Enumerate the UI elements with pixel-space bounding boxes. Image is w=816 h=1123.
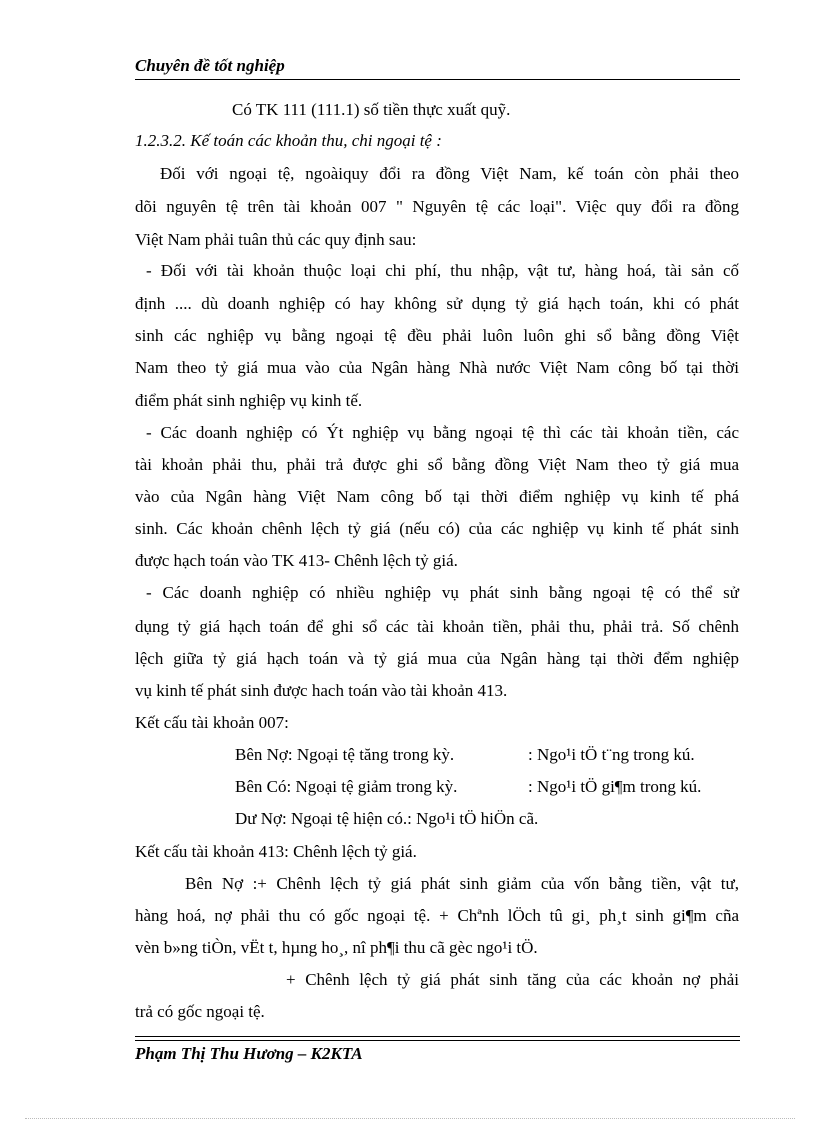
text-line: Kết cấu tài khoản 413: Chênh lệch tỷ giá. <box>135 842 417 861</box>
text-line: Dư Nợ: Ngoại tệ hiện có.: Ngo¹i tÖ hiÖn cã. <box>235 809 539 828</box>
footer-divider-bottom <box>135 1040 740 1041</box>
text-line: định .... dù doanh nghiệp có hay không sử dụng tỷ giá hạch toán, khi có phát <box>135 294 739 313</box>
text-line: : Ngo¹i tÖ t¨ng trong kú. <box>528 745 695 764</box>
text-line: Việt Nam phải tuân thủ các quy định sau: <box>135 230 417 249</box>
text-line: - Các doanh nghiệp có Ýt nghiệp vụ bằng ngoại tệ thì các tài khoản tiền, các <box>146 423 739 442</box>
text-line: sinh. Các khoản chênh lệch tỷ giá (nếu có) của các nghiệp vụ kinh tế phát sinh <box>135 519 739 538</box>
text-line: vèn b»ng tiÒn, vËt t, hµng ho¸, nî ph¶i thu cã gèc ngo¹i tÖ. <box>135 938 538 957</box>
text-line: sinh các nghiệp vụ bằng ngoại tệ đều phải luôn luôn ghi sổ bằng đồng Việt <box>135 326 739 345</box>
page-bottom-dotted-border <box>25 1118 795 1119</box>
text-line: tài khoản phải thu, phải trả được ghi sổ bằng đồng Việt Nam theo tỷ giá mua <box>135 455 739 474</box>
text-line: được hạch toán vào TK 413- Chênh lệch tỷ giá. <box>135 551 458 570</box>
text-line: Đối với ngoại tệ, ngoàiquy đổi ra đồng Việt Nam, kế toán còn phải theo <box>160 164 739 183</box>
text-line: Kết cấu tài khoản 007: <box>135 713 289 732</box>
text-line: điểm phát sinh nghiệp vụ kinh tế. <box>135 391 363 410</box>
header-divider <box>135 79 740 80</box>
text-line: - Đối với tài khoản thuộc loại chi phí, thu nhập, vật tư, hàng hoá, tài sản cố <box>146 261 739 280</box>
text-line: lệch giữa tỷ giá hạch toán và tỷ giá mua của Ngân hàng tại thời đểm nghiệp <box>135 649 739 668</box>
footer-divider-top <box>135 1036 740 1037</box>
text-line: dụng tỷ giá hạch toán để ghi sổ các tài khoản tiền, phải thu, phải trả. Số chênh <box>135 617 739 636</box>
text-line: Bên Nợ: Ngoại tệ tăng trong kỳ. <box>235 745 455 764</box>
text-line: trả có gốc ngoại tệ. <box>135 1002 265 1021</box>
text-line: : Ngo¹i tÖ gi¶m trong kú. <box>528 777 702 796</box>
text-line: vào của Ngân hàng Việt Nam công bố tại thời điểm nghiệp vụ kinh tế phá <box>135 487 739 506</box>
text-line: hàng hoá, nợ phải thu có gốc ngoại tệ. + Chªnh lÖch tû gi¸ ph¸t sinh gi¶m cña <box>135 906 739 925</box>
text-line: dõi nguyên tệ trên tài khoản 007 " Nguyên tệ các loại". Việc quy đổi ra đồng <box>135 197 739 216</box>
text-line: - Các doanh nghiệp có nhiều nghiệp vụ phát sinh bằng ngoại tệ có thể sử <box>146 583 739 602</box>
section-heading: 1.2.3.2. Kế toán các khoản thu, chi ngoại tệ : <box>135 131 442 150</box>
page-footer-author: Phạm Thị Thu Hương – K2KTA <box>135 1044 363 1063</box>
text-line: + Chênh lệch tỷ giá phát sinh tăng của các khoản nợ phải <box>286 970 739 989</box>
text-line: Bên Có: Ngoại tệ giảm trong kỳ. <box>235 777 458 796</box>
text-line: Nam theo tỷ giá mua vào của Ngân hàng Nhà nước Việt Nam công bố tại thời <box>135 358 739 377</box>
text-line: Bên Nợ :+ Chênh lệch tỷ giá phát sinh giảm của vốn bằng tiền, vật tư, <box>185 874 739 893</box>
page-header-title: Chuyên đề tốt nghiệp <box>135 56 285 75</box>
text-line: Có TK 111 (111.1) số tiền thực xuất quỹ. <box>232 100 511 119</box>
text-line: vụ kinh tế phát sinh được hach toán vào tài khoản 413. <box>135 681 508 700</box>
